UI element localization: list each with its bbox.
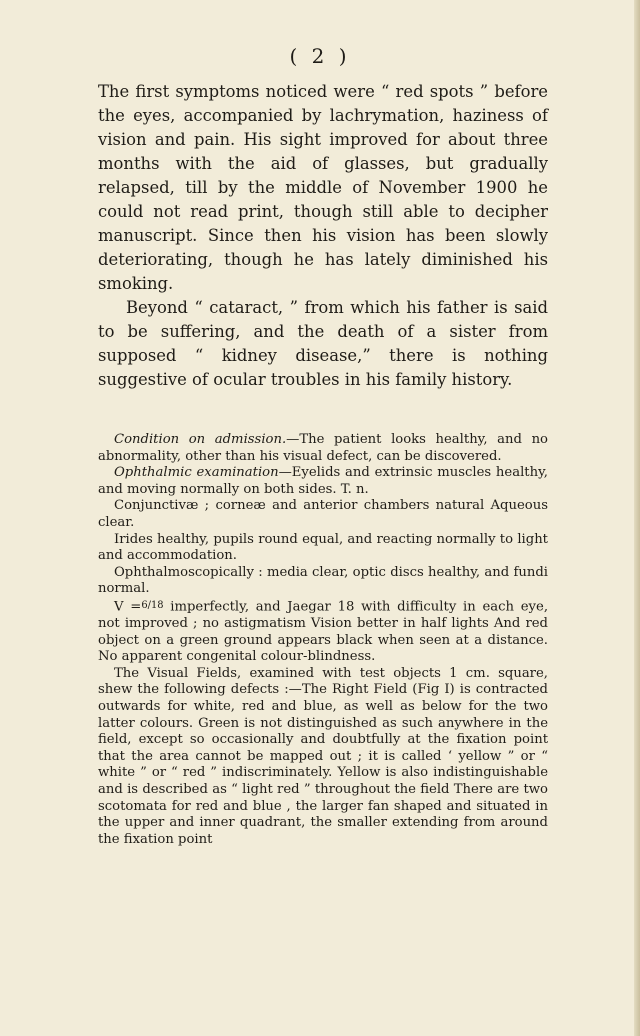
ophthalmic-paragraph xyxy=(98,465,548,498)
acuity-fraction: 6/18 xyxy=(141,599,164,611)
irides-paragraph: Irides healthy, pupils round equal, and reacting normally to light and accommodation. xyxy=(98,531,548,564)
condition-paragraph xyxy=(98,432,548,465)
ophthalmoscopic-paragraph: Ophthalmoscopically : media clear, optic discs healthy, and fundi normal. xyxy=(98,564,548,597)
page-edge-shadow xyxy=(634,0,640,1036)
condition-heading: Condition on admission. xyxy=(114,432,287,447)
acuity-prefix: V = xyxy=(114,599,142,615)
symptoms-paragraph: The first symptoms noticed were “ red spots ” before the eyes, accompanied by lachrymation, haziness of vision and pain. His sight improved for about three months with the aid of glasses, but gradually relapsed, till by the middle of November 1900 he could not read print, though still able to decipher manuscript. Since then his vision has been slowly deteriorating, though he has lately diminished his smoking. xyxy=(98,82,548,293)
visual-fields-paragraph: The Visual Fields, examined with test objects 1 cm. square, shew the following defects :—The Right Field (Fig I) is contracted outwards for white, red and blue, as well as below for the two latter colours. Green is not distinguished as such anywhere in the field, except so occasionally and doubtfully at the fixation point that the area cannot be mapped out ; it is called ‘ yellow ” or “ white ” or “ red ” indiscriminately. Yellow is also indistinguishable and is described as “ light red ” throughout the field There are two scotomata for red and blue , the larger fan shaped and situated in the upper and inner quadrant, the smaller extending from around the fixation point xyxy=(98,665,548,847)
visual-acuity-paragraph xyxy=(98,598,548,666)
page-number: ( 2 ) xyxy=(289,44,351,68)
acuity-text: imperfectly, and Jaegar 18 with difficulty in each eye, not improved ; no astigmatism Vision better in half lights And red object on a green ground appears black when seen at a distance. No apparent congenital colour-blindness. xyxy=(98,599,549,665)
condition-text: —The patient looks healthy, and no abnormality, other than his visual defect, can be discovered. xyxy=(98,432,548,464)
family-history-paragraph: Beyond “ cataract, ” from which his father is said to be suffering, and the death of a sister from supposed “ kidney disease,” there is nothing suggestive of ocular troubles in his family history. xyxy=(98,298,548,389)
conjunctivae-paragraph: Conjunctivæ ; corneæ and anterior chambers natural Aqueous clear. xyxy=(98,498,548,530)
history-section xyxy=(98,80,548,392)
ophthalmic-heading: Ophthalmic examination xyxy=(114,465,279,481)
examination-section xyxy=(98,432,548,848)
ophthalmic-text: —Eyelids and extrinsic muscles healthy, and moving normally on both sides. T. n. xyxy=(98,465,548,497)
